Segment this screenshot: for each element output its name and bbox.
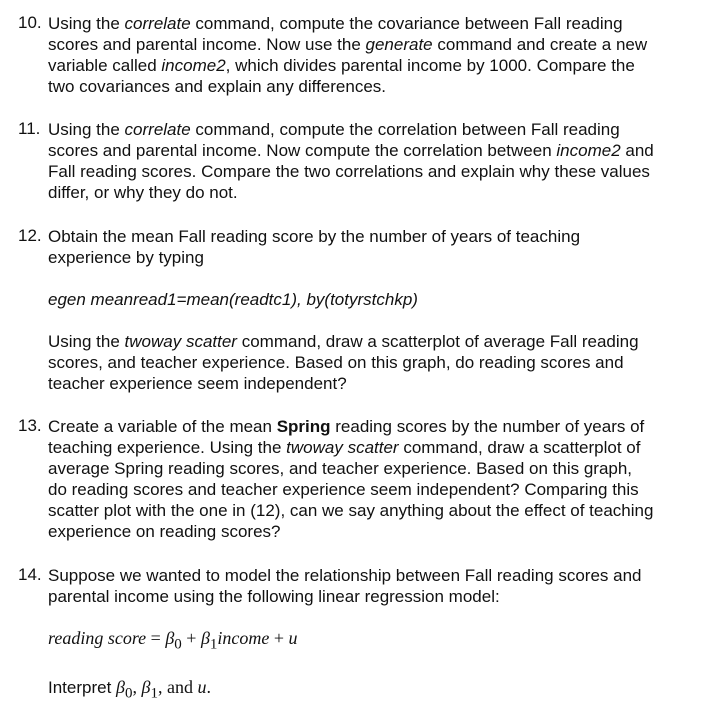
- regression-equation: reading score = $\beta_0$ + $\beta_1income + u$: [48, 628, 298, 653]
- text-line: experience by typing: [48, 248, 204, 267]
- text-line: Fall reading scores. Compare the two correlations and explain why these values: [48, 162, 650, 181]
- text-line: scores, and teacher experience. Based on this graph, do reading scores and: [48, 353, 624, 372]
- text-line: scores and parental income. Now use the generate command and create a new: [48, 35, 648, 54]
- code-command: egen meanread1=mean(readtc1), by(totyrstchkp): [48, 290, 418, 309]
- question-11: [18, 119, 718, 203]
- question-number: 13.: [18, 416, 42, 435]
- text-line: experience on reading scores?: [48, 522, 281, 541]
- text-line: parental income using the following linear regression model:: [48, 587, 500, 606]
- question-number: 14.: [18, 565, 42, 584]
- question-text: [48, 119, 718, 203]
- question-number: 11.: [18, 119, 41, 138]
- text-line: differ, or why they do not.: [48, 183, 238, 202]
- text-line: Using the correlate command, compute the covariance between Fall reading: [48, 14, 623, 33]
- question-14: [18, 565, 718, 704]
- text-line: two covariances and explain any differences.: [48, 77, 386, 96]
- text-line: Using the twoway scatter command, draw a scatterplot of average Fall reading: [48, 332, 639, 351]
- question-12: [18, 226, 718, 394]
- text-line: Suppose we wanted to model the relationship between Fall reading scores and: [48, 566, 642, 585]
- question-number: 10.: [18, 13, 42, 32]
- text-line: Create a variable of the mean Spring reading scores by the number of years of: [48, 417, 645, 436]
- question-text: [48, 416, 718, 542]
- text-line: average Spring reading scores, and teacher experience. Based on this graph,: [48, 459, 633, 478]
- question-text: [48, 226, 718, 394]
- question-text: [48, 13, 718, 97]
- question-13: [18, 416, 718, 542]
- text-line: Obtain the mean Fall reading score by the number of years of teaching: [48, 227, 581, 246]
- question-number: 12.: [18, 226, 42, 245]
- text-line: teaching experience. Using the twoway scatter command, draw a scatterplot of: [48, 438, 641, 457]
- text-line: scores and parental income. Now compute the correlation between income2 and: [48, 141, 654, 160]
- question-10: [18, 13, 718, 97]
- text-line: do reading scores and teacher experience seem independent? Comparing this: [48, 480, 639, 499]
- text-line: Using the correlate command, compute the correlation between Fall reading: [48, 120, 620, 139]
- text-line: teacher experience seem independent?: [48, 374, 347, 393]
- text-line: variable called income2, which divides parental income by 1000. Compare the: [48, 56, 635, 75]
- interpret-line: Interpret $\beta_0$, $\beta_1$, and u.: [48, 676, 211, 702]
- text-line: scatter plot with the one in (12), can we say anything about the effect of teaching: [48, 501, 654, 520]
- question-text: [48, 565, 718, 704]
